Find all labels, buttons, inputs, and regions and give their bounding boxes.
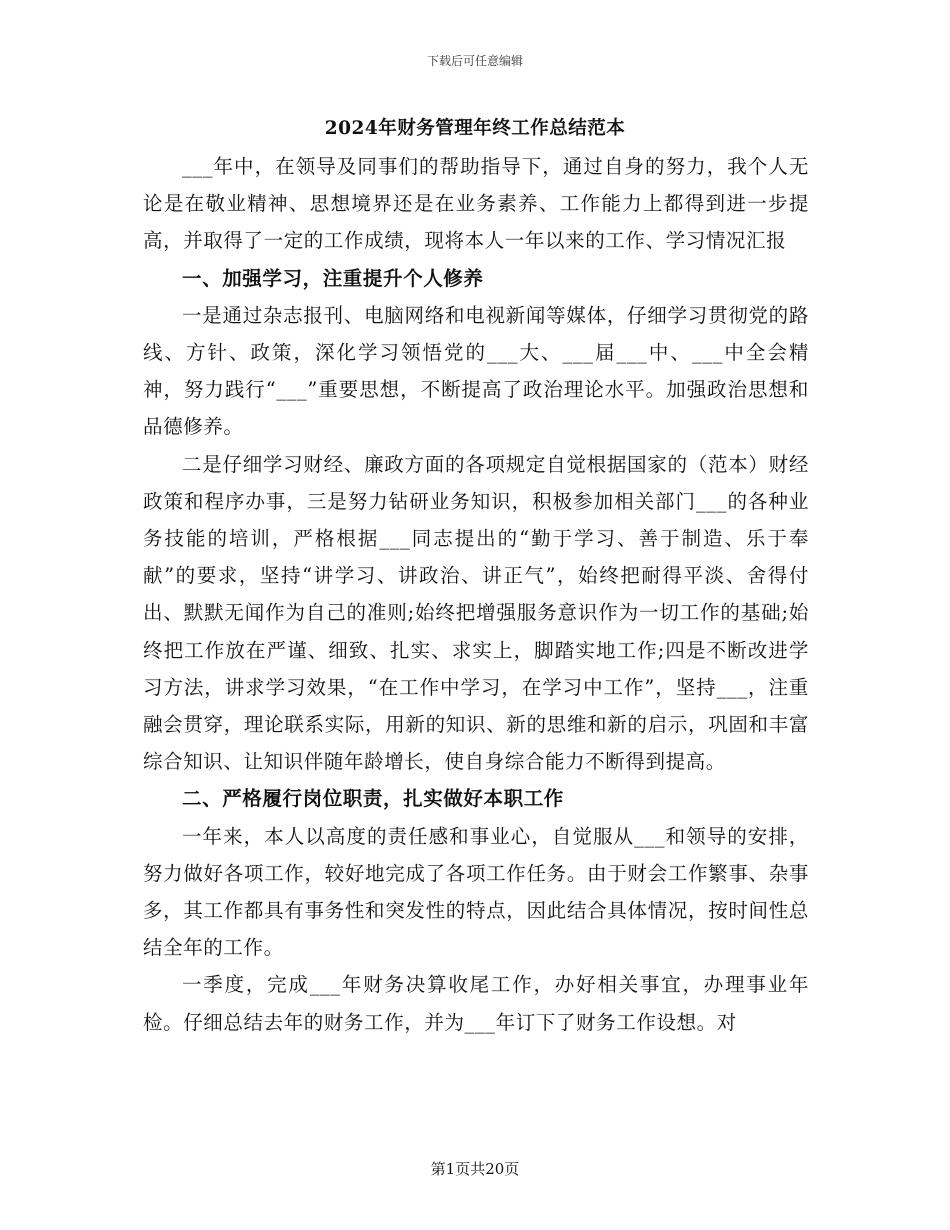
download-note: 下载后可任意编辑 [426, 54, 523, 68]
paragraph: 二是仔细学习财经、廉政方面的各项规定自觉根据国家的（范本）财经政策和程序办事，三是努力钻研业务知识，积极参加相关部门___的各种业务技能的培训，严格根据___同志提出的“勤于学习、善于制造、乐于奉献”的要求，坚持“讲学习、讲政治、讲正气”，始终把耐得平淡、舍得付出、默默无闻作为自己的准则;始终把增强服务意识作为一切工作的基础;始终把工作放在严谨、细致、扎实、求实上，脚踏实地工作;四是不断改进学习方法，讲求学习效果，“在工作中学习，在学习中工作”，坚持___，注重融会贯穿，理论联系实际，用新的知识、新的思维和新的启示，巩固和丰富综合知识、让知识伴随年龄增长，使自身综合能力不断得到提高。 [143, 452, 809, 774]
document-title: 2024年财务管理年终工作总结范本 [324, 118, 626, 139]
paragraph: 一季度，完成___年财务决算收尾工作，办好相关事宜，办理事业年检。仔细总结去年的财务工作，并为___年订下了财务工作设想。对 [143, 973, 809, 1034]
intro-paragraph: ___年中，在领导及同事们的帮助指导下，通过自身的努力，我个人无论是在敬业精神、思想境界还是在业务素养、工作能力上都得到进一步提高，并取得了一定的工作成绩，现将本人一年以来的工作、学习情况汇报 [143, 155, 809, 253]
section-heading-2: 二、严格履行岗位职责，扎实做好本职工作 [182, 787, 564, 811]
section-heading-1: 一、加强学习，注重提升个人修养 [182, 266, 484, 290]
page-number: 第1页共20页 [430, 1160, 520, 1178]
document-body [143, 148, 809, 1041]
paragraph: 一年来，本人以高度的责任感和事业心，自觉服从___和领导的安排，努力做好各项工作，较好地完成了各项工作任务。由于财会工作繁事、杂事多，其工作都具有事务性和突发性的特点，因此结合具体情况，按时间性总结全年的工作。 [143, 824, 809, 960]
paragraph: 一是通过杂志报刊、电脑网络和电视新闻等媒体，仔细学习贯彻党的路线、方针、政策，深化学习领悟党的___大、___届___中、___中全会精神，努力践行“___”重要思想，不断提高了政治理论水平。加强政治思想和品德修养。 [143, 303, 809, 439]
